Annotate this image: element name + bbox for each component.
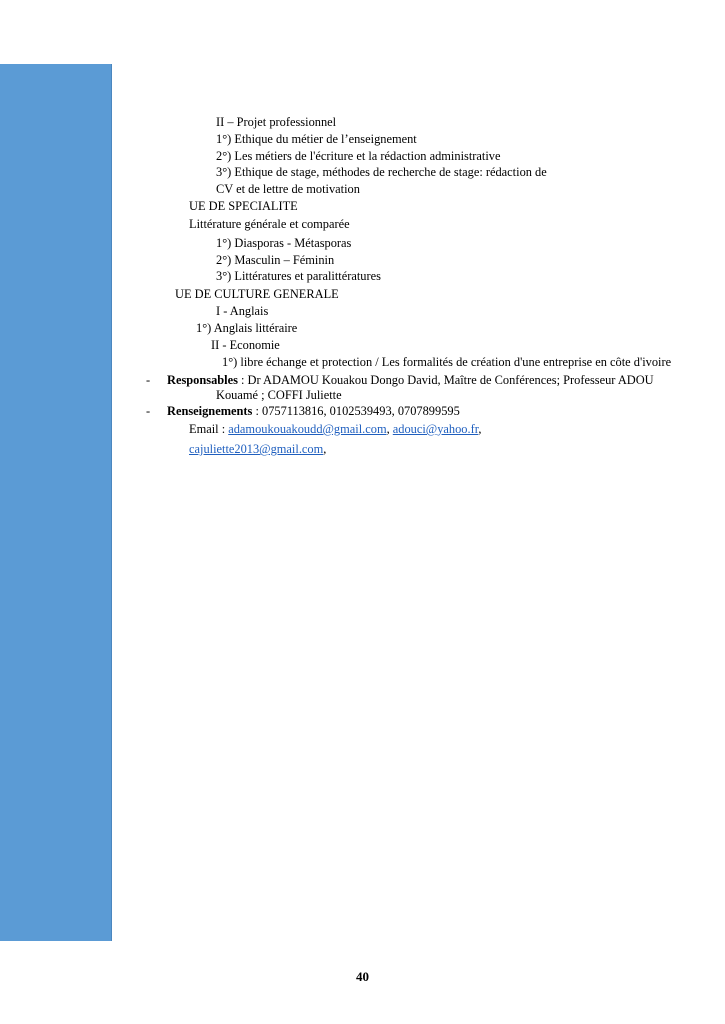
- list-item: 1°) Ethique du métier de l’enseignement: [216, 132, 417, 146]
- heading-ue-culture-generale: UE DE CULTURE GENERALE: [175, 287, 339, 301]
- list-item-continuation: CV et de lettre de motivation: [216, 182, 360, 196]
- responsables-label: Responsables: [167, 373, 238, 387]
- heading-ue-specialite: UE DE SPECIALITE: [189, 199, 298, 213]
- left-blue-sidebar: [0, 64, 112, 941]
- renseignements-line: [167, 403, 460, 419]
- renseignements-label: Renseignements: [167, 404, 253, 418]
- list-item: 2°) Les métiers de l'écriture et la rédaction administrative: [216, 149, 501, 163]
- list-item: 1°) libre échange et protection / Les formalités de création d'une entreprise en côte d'ivoire: [222, 355, 672, 369]
- email-separator: ,: [323, 442, 327, 456]
- page-number: 40: [356, 969, 369, 984]
- email-link-cajuliette[interactable]: cajuliette2013@gmail.com: [189, 442, 324, 456]
- section-projet-professionnel: II – Projet professionnel: [216, 115, 337, 129]
- bullet-dash: -: [146, 373, 151, 387]
- responsables-line: [167, 372, 654, 388]
- email-label: Email :: [189, 422, 229, 436]
- email-link-adamou[interactable]: adamoukouakoudd@gmail.com: [228, 422, 387, 436]
- email-separator: ,: [478, 422, 482, 436]
- email-line: [189, 421, 481, 437]
- list-item: 1°) Diasporas - Métasporas: [216, 236, 352, 250]
- email-separator: ,: [386, 422, 393, 436]
- subheading-anglais: I - Anglais: [216, 304, 269, 318]
- list-item: 3°) Littératures et paralittératures: [216, 269, 381, 283]
- bullet-dash: -: [146, 404, 151, 418]
- email-line-2: [189, 441, 326, 457]
- email-link-adouci[interactable]: adouci@yahoo.fr: [392, 422, 479, 436]
- renseignements-text: : 0757113816, 0102539493, 0707899595: [252, 404, 460, 418]
- list-item: 2°) Masculin – Féminin: [216, 253, 335, 267]
- list-item: 1°) Anglais littéraire: [196, 321, 298, 335]
- subheading-litterature: Littérature générale et comparée: [189, 217, 350, 231]
- responsables-continuation: Kouamé ; COFFI Juliette: [216, 388, 342, 402]
- list-item: 3°) Ethique de stage, méthodes de recherche de stage: rédaction de: [216, 165, 547, 179]
- subheading-economie: II - Economie: [211, 338, 280, 352]
- responsables-text: : Dr ADAMOU Kouakou Dongo David, Maître de Conférences; Professeur ADOU: [237, 373, 654, 387]
